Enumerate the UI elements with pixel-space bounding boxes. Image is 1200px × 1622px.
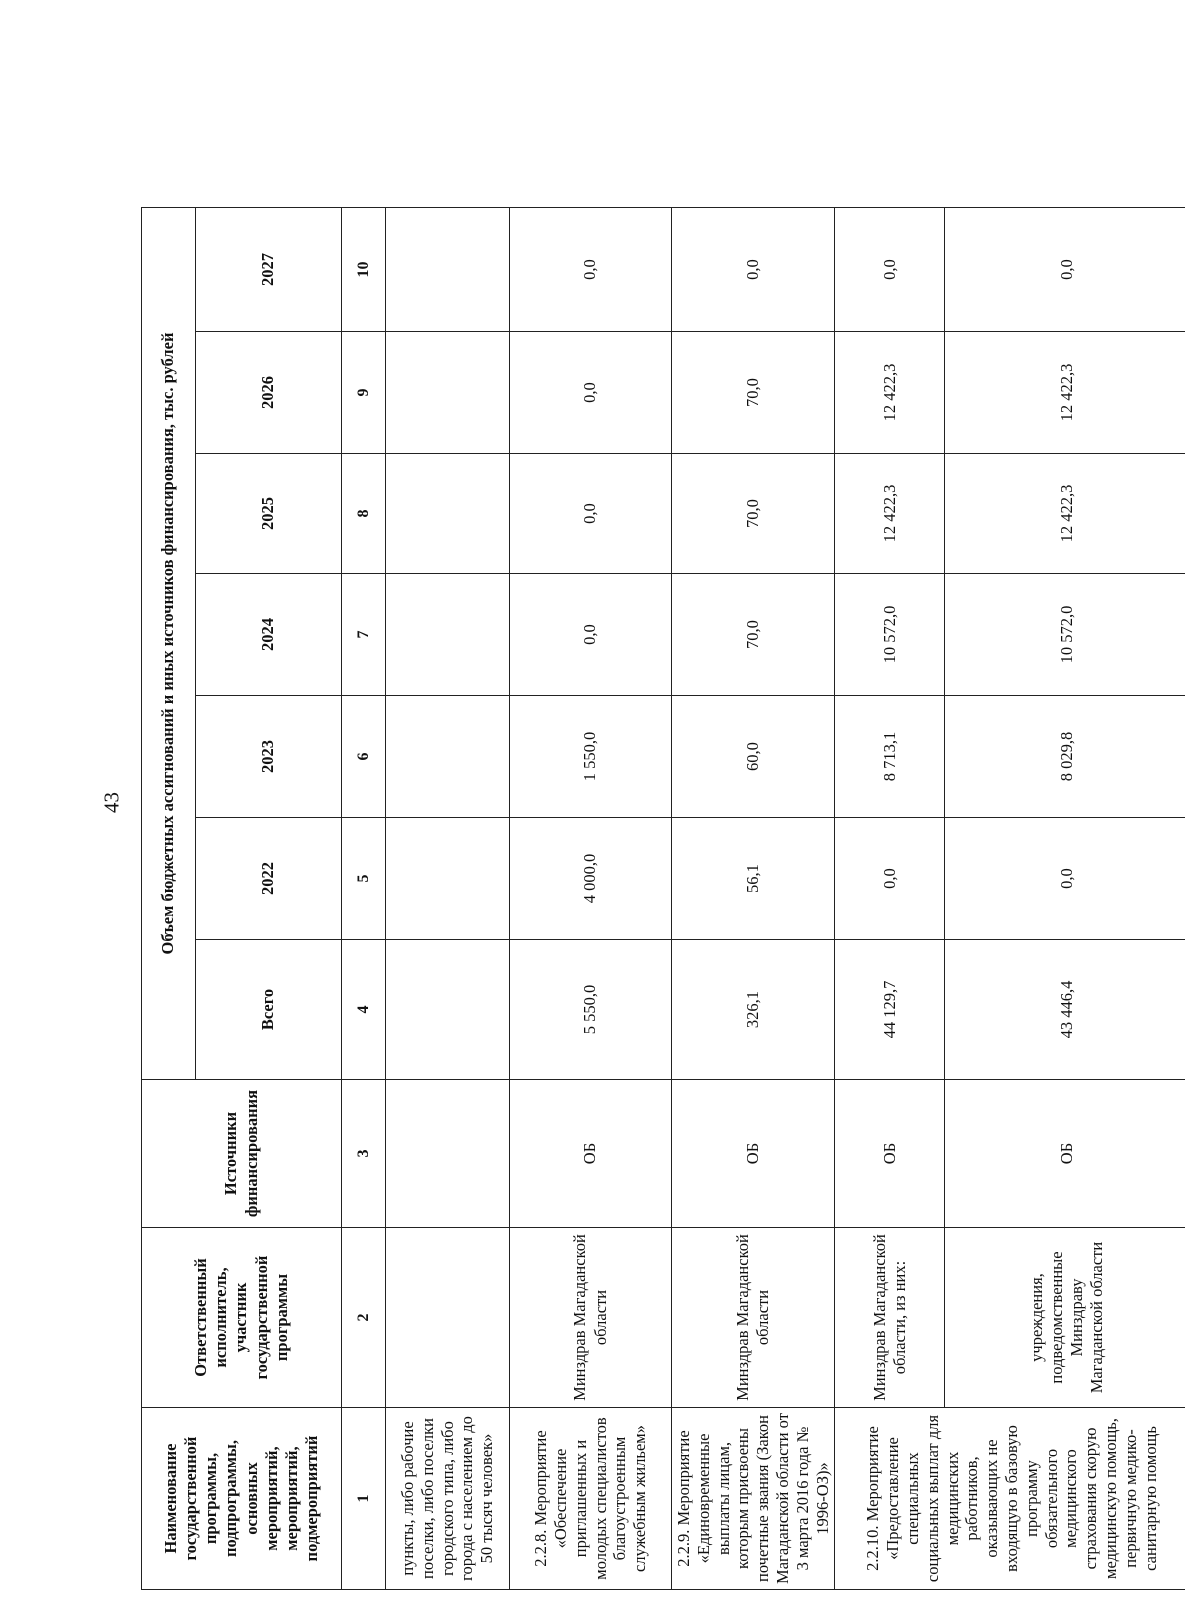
row-value-cell: 326,1 (672, 940, 835, 1080)
row-value-cell: 12 422,3 (945, 454, 1185, 574)
header-year-2022: 2022 (196, 818, 342, 940)
row-value-cell: 0,0 (835, 207, 945, 331)
header-year-2027: 2027 (196, 207, 342, 331)
header-year-2024: 2024 (196, 574, 342, 696)
row-value-cell: 60,0 (672, 696, 835, 818)
row-value-cell: 0,0 (510, 332, 672, 454)
row-name-cell: пункты, либо рабочие поселки, либо поселки городского типа, либо города с населением до 50 тысяч человек» (386, 1408, 510, 1590)
row-executor-cell: учреждения, подведомственные Минздраву Магаданской области (945, 1228, 1185, 1408)
row-value-cell: 5 550,0 (510, 940, 672, 1080)
column-number: 3 (342, 1080, 386, 1228)
row-value-cell: 12 422,3 (835, 454, 945, 574)
header-source: Источники финансирования (142, 1080, 342, 1228)
row-value-cell (386, 574, 510, 696)
column-number: 10 (342, 207, 386, 331)
row-value-cell (386, 332, 510, 454)
row-value-cell: 0,0 (835, 818, 945, 940)
row-value-cell: 10 572,0 (835, 574, 945, 696)
row-executor-cell (386, 1228, 510, 1408)
row-value-cell: 12 422,3 (945, 332, 1185, 454)
row-value-cell: 0,0 (945, 207, 1185, 331)
column-number: 6 (342, 696, 386, 818)
row-value-cell: 4 000,0 (510, 818, 672, 940)
row-executor-cell: Минздрав Магаданской области (510, 1228, 672, 1408)
row-value-cell (386, 454, 510, 574)
row-value-cell (386, 940, 510, 1080)
row-value-cell: 0,0 (510, 207, 672, 331)
budget-table (141, 40, 1185, 1590)
column-number: 1 (342, 1408, 386, 1590)
row-value-cell: 1 550,0 (510, 696, 672, 818)
column-number: 2 (342, 1228, 386, 1408)
row-name-cell: 2.2.9. Мероприятие «Единовременные выплаты лицам, которым присвоены почетные звания (Закон Магаданской области от 3 марта 2016 года № 1996-ОЗ)» (672, 1408, 835, 1590)
row-value-cell: 8 029,8 (945, 696, 1185, 818)
budget-table-container (141, 40, 1185, 1590)
row-value-cell: 0,0 (510, 454, 672, 574)
row-source-cell (386, 1080, 510, 1228)
row-executor-cell: Минздрав Магаданской области, из них: (835, 1228, 945, 1408)
row-value-cell: 70,0 (672, 454, 835, 574)
header-year-2026: 2026 (196, 332, 342, 454)
row-value-cell (386, 818, 510, 940)
row-value-cell: 70,0 (672, 332, 835, 454)
row-value-cell: 43 446,4 (945, 940, 1185, 1080)
row-source-cell: ОБ (672, 1080, 835, 1228)
row-value-cell (386, 207, 510, 331)
row-value-cell: 10 572,0 (945, 574, 1185, 696)
header-year-2023: 2023 (196, 696, 342, 818)
page-number: 43 (99, 792, 124, 813)
row-value-cell: 0,0 (945, 818, 1185, 940)
row-name-cell: 2.2.10. Мероприятие «Предоставление специальных социальных выплат для медицинских работников, оказывающих не входящую в базовую программу обязательного медицинского страхования скорую медицинскую помощь, первичную медико-санитарную помощь (835, 1408, 1185, 1590)
row-value-cell: 44 129,7 (835, 940, 945, 1080)
column-number: 4 (342, 940, 386, 1080)
row-source-cell: ОБ (510, 1080, 672, 1228)
header-budget-group: Объем бюджетных ассигнований и иных источников финансирования, тыс. рублей (142, 207, 196, 1079)
header-executor: Ответственный исполнитель, участник государственной программы (142, 1228, 342, 1408)
row-value-cell: 0,0 (510, 574, 672, 696)
header-year-2025: 2025 (196, 454, 342, 574)
column-number: 9 (342, 332, 386, 454)
row-executor-cell: Минздрав Магаданской области (672, 1228, 835, 1408)
header-name: Наименование государственной программы, подпрограммы, основных мероприятий, мероприятий, подмероприятий (142, 1408, 342, 1590)
row-value-cell (386, 696, 510, 818)
header-year-total: Всего (196, 940, 342, 1080)
column-number: 7 (342, 574, 386, 696)
row-name-cell: 2.2.8. Мероприятие «Обеспечение приглашенных и молодых специалистов благоустроенным служебным жильем» (510, 1408, 672, 1590)
row-value-cell: 0,0 (672, 207, 835, 331)
rotated-table (141, 40, 1185, 1590)
row-source-cell: ОБ (835, 1080, 945, 1228)
row-value-cell: 12 422,3 (835, 332, 945, 454)
right-margin-cell (142, 40, 1186, 207)
column-number: 5 (342, 818, 386, 940)
column-number: 8 (342, 454, 386, 574)
row-value-cell: 70,0 (672, 574, 835, 696)
row-source-cell: ОБ (945, 1080, 1185, 1228)
row-value-cell: 56,1 (672, 818, 835, 940)
row-value-cell: 8 713,1 (835, 696, 945, 818)
